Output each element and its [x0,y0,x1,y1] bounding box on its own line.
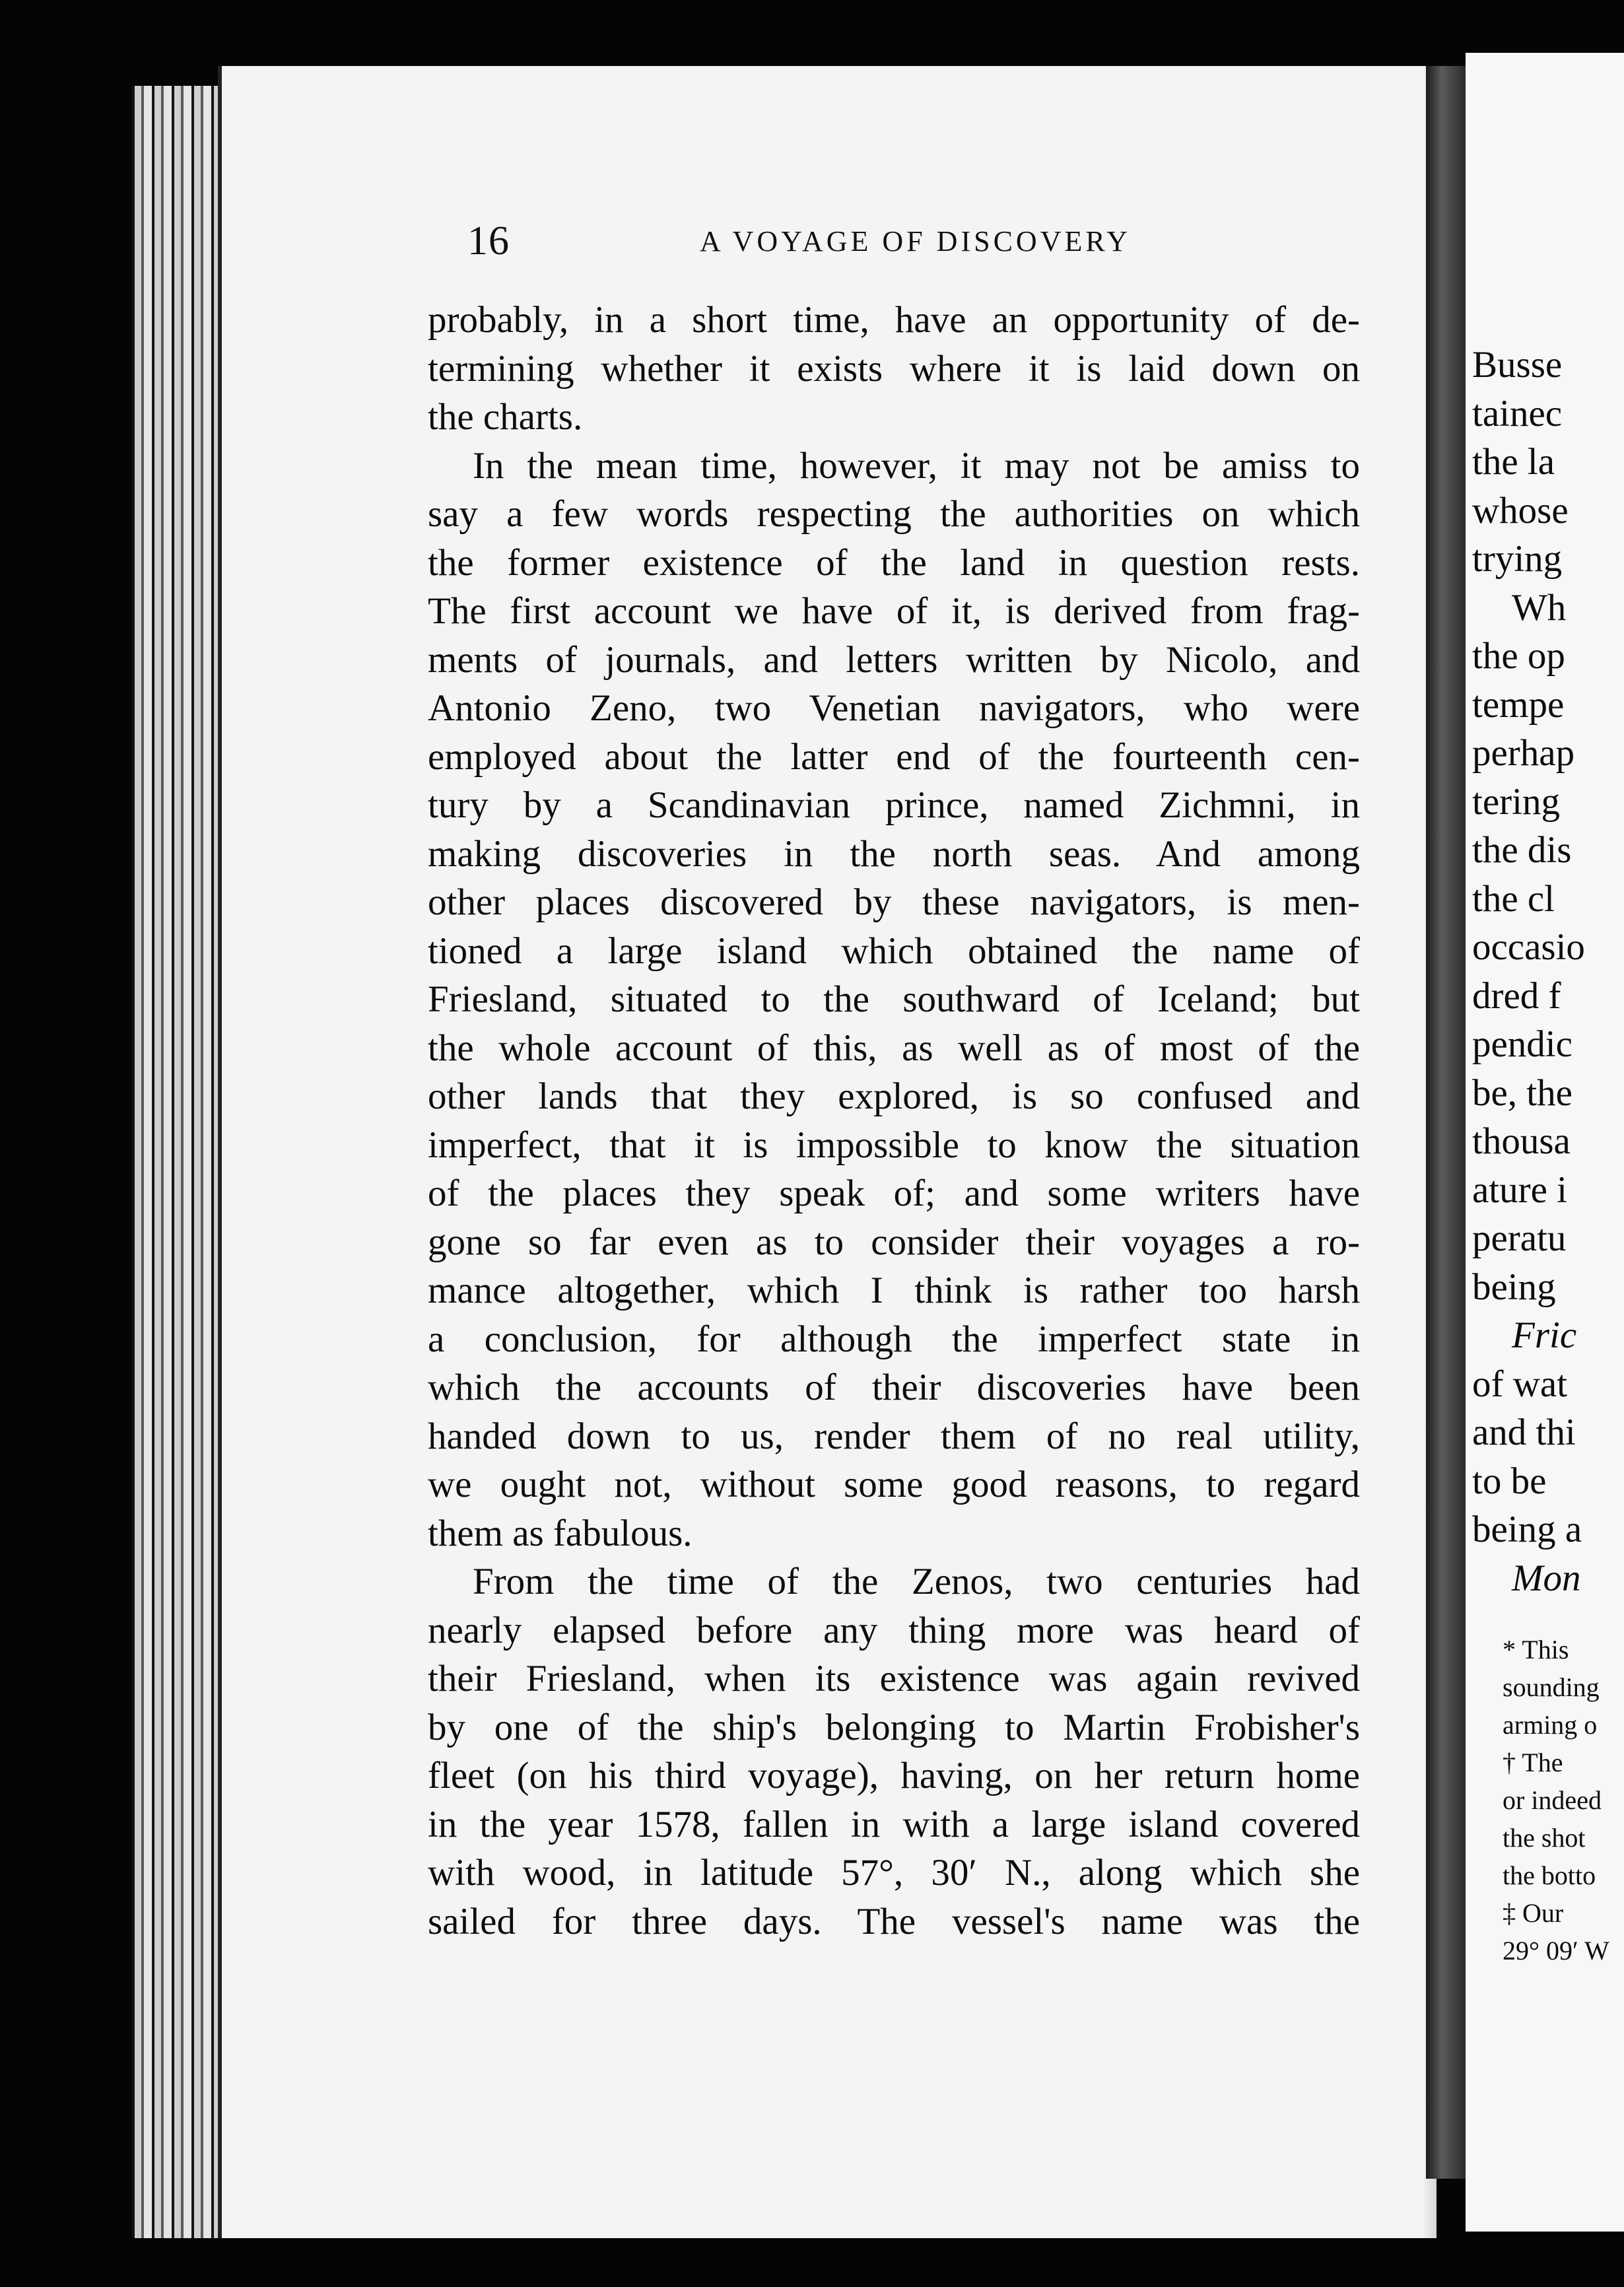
right-text-line: tering [1472,780,1560,823]
page-number: 16 [467,219,510,263]
right-text-line: thousa [1472,1120,1571,1162]
text-line: a conclusion, for although the imperfect state in [428,1318,1360,1360]
text-line: their Friesland, when its existence was again revived [428,1658,1360,1699]
text-line: handed down to us, render them of no real utility, [428,1415,1360,1457]
footnote-line: ‡ Our [1503,1898,1564,1928]
text-line: which the accounts of their discoveries have been [428,1367,1360,1408]
footnote-line: * This [1503,1635,1569,1664]
text-line: them as fabulous. [428,1512,693,1554]
text-line: nearly elapsed before any thing more was heard of [428,1609,1360,1651]
text-line: ments of journals, and letters written by Nicolo, and [428,638,1360,681]
footnote-line: arming o [1503,1710,1598,1740]
text-line: sailed for three days. The vessel's name was the [428,1900,1360,1942]
right-text-line: dred f [1472,974,1561,1017]
text-line: the former existence of the land in question rests. [428,541,1360,584]
text-line: imperfect, that it is impossible to know the situation [428,1124,1360,1166]
text-line: tioned a large island which obtained the name of [428,930,1360,972]
text-line: by one of the ship's belonging to Martin Frobisher's [428,1706,1360,1748]
right-text-line: whose [1472,489,1569,531]
right-text-line: occasio [1472,926,1585,968]
footnote-line: the botto [1503,1860,1596,1890]
right-text-line: to be [1472,1460,1547,1502]
right-page [1466,53,1624,2232]
text-line: Antonio Zeno, two Venetian navigators, who were [428,687,1360,729]
text-line: tury by a Scandinavian prince, named Zichmni, in [428,784,1360,826]
text-line: fleet (on his third voyage), having, on her return home [428,1755,1360,1796]
text-line: of the places they speak of; and some writers have [428,1173,1360,1214]
right-text-line: being a [1472,1509,1582,1550]
right-text-line: and thi [1472,1412,1576,1453]
right-text-line: Mon [1512,1557,1581,1599]
right-text-line: perhap [1472,732,1575,774]
right-page-footnotes [1503,1631,1624,1969]
text-line: other places discovered by these navigators, is men- [428,881,1360,923]
right-text-line: peratu [1472,1217,1567,1259]
text-line: the whole account of this, as well as of most of the [428,1027,1360,1069]
text-line: The first account we have of it, is derived from frag- [428,590,1360,632]
footnote-line: or indeed [1503,1785,1602,1815]
right-text-line: the dis [1472,829,1572,871]
text-line: we ought not, without some good reasons, to regard [428,1464,1360,1505]
right-text-line: of wat [1472,1363,1568,1405]
text-line: employed about the latter end of the fourteenth cen- [428,735,1360,778]
text-line: say a few words respecting the authorities on which [428,493,1360,535]
right-text-line: the op [1472,635,1565,677]
right-text-line: Busse [1472,344,1563,386]
right-text-line: pendic [1472,1023,1573,1065]
text-line: probably, in a short time, have an opportunity of de- [428,299,1360,341]
text-line: From the time of the Zenos, two centuries had [473,1561,1360,1602]
text-line: Friesland, situated to the southward of Iceland; but [428,978,1360,1020]
footnote-line: the shot [1503,1823,1586,1853]
right-text-line: the la [1472,441,1555,483]
text-line: making discoveries in the north seas. And among [428,833,1360,875]
right-text-line: the cl [1472,877,1555,920]
text-line: In the mean time, however, it may not be amiss to [473,444,1360,487]
text-line: with wood, in latitude 57°, 30′ N., along which she [428,1852,1360,1894]
right-text-line: tainec [1472,392,1563,434]
footnote-line: sounding [1503,1672,1600,1702]
right-text-line: ature i [1472,1169,1568,1211]
text-line: termining whether it exists where it is laid down on [428,347,1360,390]
body-text [428,296,1360,1946]
text-line: in the year 1578, fallen in with a large island covered [428,1803,1360,1845]
footnote-line: † The [1503,1748,1563,1777]
text-line: mance altogether, which I think is rather too harsh [428,1270,1360,1311]
right-text-line: be, the [1472,1072,1573,1114]
right-text-line: Fric [1512,1314,1577,1356]
book-gutter [1426,66,1466,2179]
right-text-line: tempe [1472,683,1565,726]
text-line: the charts. [428,396,583,438]
running-head: A VOYAGE OF DISCOVERY [700,225,1132,257]
right-text-line: being [1472,1266,1556,1308]
right-text-line: trying [1472,538,1563,580]
text-line: gone so far even as to consider their voyages a ro- [428,1221,1360,1263]
footnote-line: 29° 09′ W [1503,1936,1609,1965]
right-page-text [1472,341,1624,1602]
text-line: other lands that they explored, is so confused and [428,1075,1360,1117]
right-text-line: Wh [1512,586,1567,629]
